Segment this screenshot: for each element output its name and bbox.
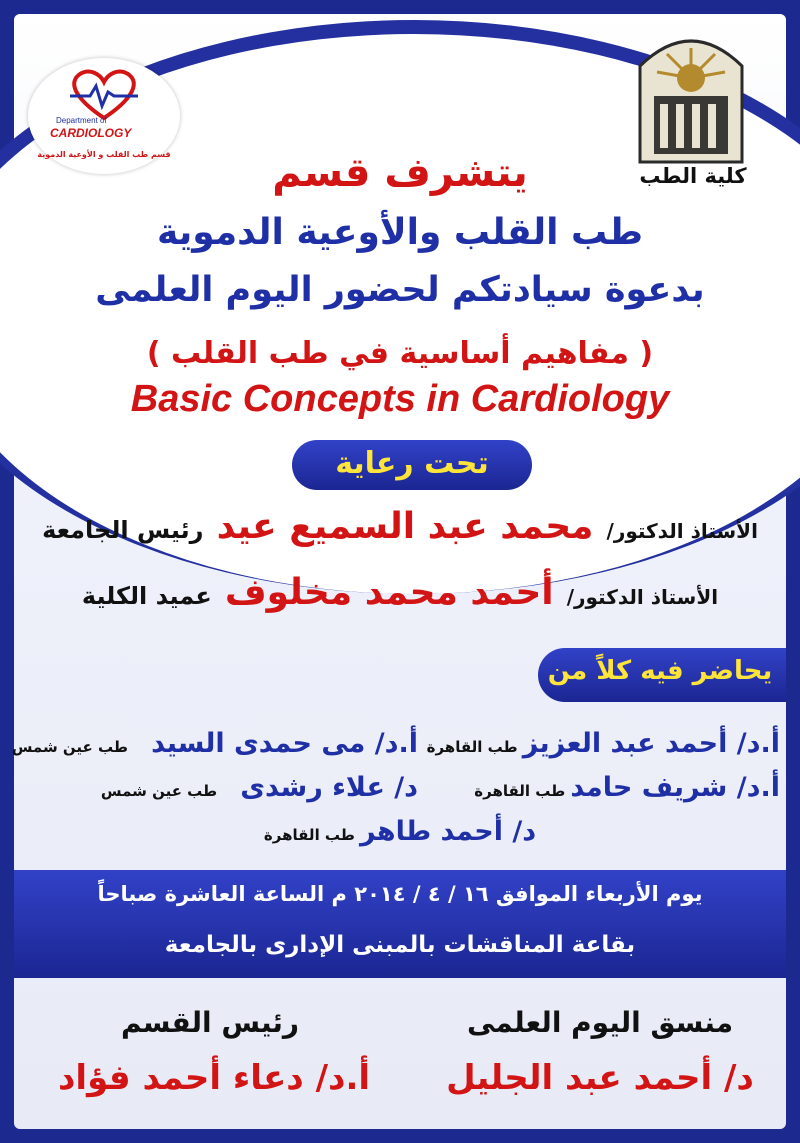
lecturer-name: د/ أحمد طاهر bbox=[360, 816, 537, 847]
intro-line-3: بدعوة سيادتكم لحضور اليوم العلمى bbox=[95, 270, 705, 310]
intro-line-1: يتشرف قسم bbox=[272, 150, 528, 196]
patronage-label: تحت رعاية bbox=[335, 446, 489, 481]
university-seal-icon bbox=[632, 26, 750, 166]
patron-row-1 bbox=[30, 506, 770, 547]
lecturer-item bbox=[28, 772, 418, 803]
university-logo bbox=[632, 26, 750, 166]
lecturer-affiliation: طب القاهرة bbox=[263, 826, 355, 844]
logo-dept-arabic: قسم طب القلب و الأوعية الدموية bbox=[37, 150, 171, 159]
patron-title: الأستاذ الدكتور/ bbox=[566, 585, 719, 609]
department-head-name: أ.د/ دعاء أحمد فؤاد bbox=[57, 1058, 371, 1098]
lecturer-affiliation: طب القاهرة bbox=[474, 782, 566, 800]
lecturer-affiliation: طب عين شمس bbox=[100, 782, 218, 800]
lecturer-name: د/ علاء رشدى bbox=[240, 772, 418, 803]
intro-line-2: طب القلب والأوعية الدموية bbox=[156, 212, 644, 253]
schedule-venue: بقاعة المناقشات بالمبنى الإدارى بالجامعة bbox=[164, 932, 636, 958]
lecturer-name: أ.د/ مى حمدى السيد bbox=[151, 728, 418, 759]
lecturer-name: أ.د/ شريف حامد bbox=[570, 772, 780, 803]
faculty-label: كلية الطب bbox=[639, 164, 747, 188]
patron-title: الأستاذ الدكتور/ bbox=[606, 519, 758, 543]
logo-dept-small: Department of bbox=[56, 116, 107, 125]
lecturer-item bbox=[420, 728, 780, 759]
heart-pulse-icon bbox=[64, 66, 144, 122]
patron-role: عميد الكلية bbox=[81, 582, 212, 610]
lecturer-item bbox=[11, 728, 418, 759]
patron-row-2 bbox=[30, 572, 770, 613]
intro-line-4: ( مفاهيم أساسية في طب القلب ) bbox=[146, 336, 654, 371]
patron-name: أحمد محمد مخلوف bbox=[224, 572, 554, 613]
lecturer-name: أ.د/ أحمد عبد العزيز bbox=[522, 728, 780, 759]
coordinator-label: منسق اليوم العلمى bbox=[466, 1006, 734, 1039]
lecturer-item bbox=[120, 816, 680, 847]
patron-name: محمد عبد السميع عيد bbox=[216, 506, 594, 547]
logo-dept-name: CARDIOLOGY bbox=[50, 126, 132, 140]
schedule-date: يوم الأربعاء الموافق ١٦ / ٤ / ٢٠١٤ م الساعة العاشرة صباحاً bbox=[97, 882, 703, 906]
patron-role: رئيس الجامعة bbox=[42, 516, 204, 544]
lecturer-item bbox=[420, 772, 780, 803]
lecturer-affiliation: طب القاهرة bbox=[426, 738, 518, 756]
department-head-label: رئيس القسم bbox=[120, 1006, 300, 1039]
intro-line-5-english: Basic Concepts in Cardiology bbox=[130, 378, 670, 420]
lecturer-affiliation: طب عين شمس bbox=[11, 738, 129, 756]
coordinator-name: د/ أحمد عبد الجليل bbox=[446, 1058, 754, 1098]
lecturers-label: يحاضر فيه كلاً من bbox=[547, 656, 773, 686]
